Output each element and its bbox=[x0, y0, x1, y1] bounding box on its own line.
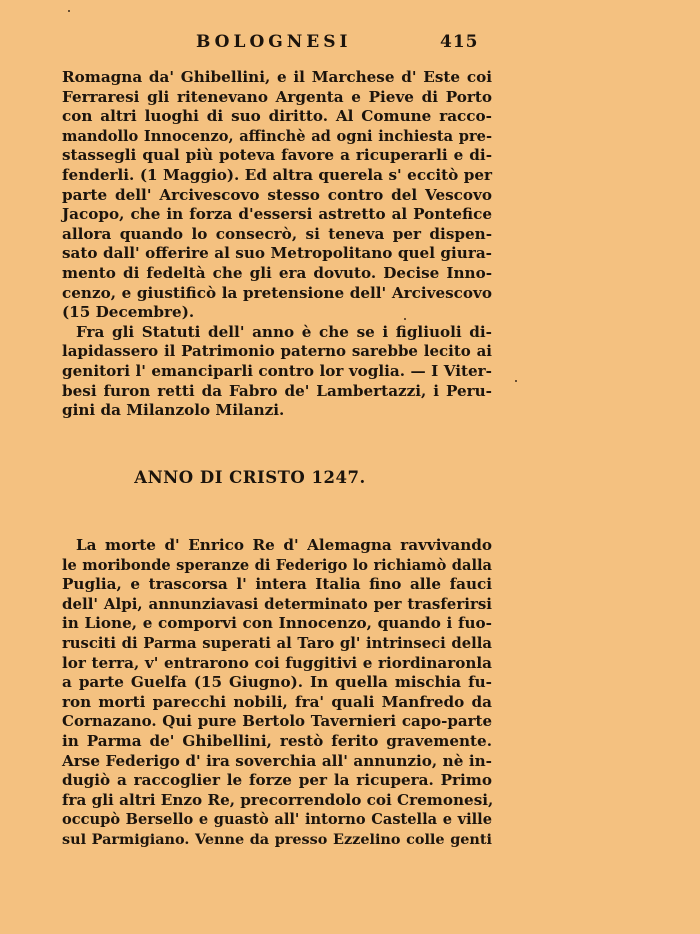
text-line: allora quando lo consecrò, si teneva per dispen- bbox=[62, 224, 492, 243]
paragraph-statutes bbox=[62, 323, 492, 421]
text-line: fenderli. (1 Maggio). Ed altra querela s' eccitò per bbox=[62, 165, 492, 184]
text-line: mento di fedeltà che gli era dovuto. Decise Inno- bbox=[62, 263, 492, 282]
text-line: dell' Alpi, annunziavasi determinato per trasferirsi bbox=[62, 594, 492, 613]
text-line: besi furon retti da Fabro de' Lambertazzi, i Peru- bbox=[62, 381, 492, 400]
text-line: in Parma de' Ghibellini, restò ferito gravemente. bbox=[62, 731, 492, 750]
text-line: con altri luoghi di suo diritto. Al Comune racco- bbox=[62, 107, 492, 126]
paragraph-continued bbox=[62, 68, 492, 323]
text-line: Romagna da' Ghibellini, e il Marchese d' Este coi bbox=[62, 68, 492, 86]
text-line: Arse Federigo d' ira soverchia all' annunzio, nè in- bbox=[62, 751, 492, 770]
body-text-bottom bbox=[62, 536, 492, 850]
text-line: parte dell' Arcivescovo stesso contro del Vescovo bbox=[62, 185, 492, 204]
text-line: La morte d' Enrico Re d' Alemagna ravvivando bbox=[76, 536, 492, 554]
text-line: in Lione, e comporvi con Innocenzo, quando i fuo- bbox=[62, 614, 492, 633]
text-line: gini da Milanzolo Milanzi. bbox=[62, 401, 285, 420]
ink-speck bbox=[68, 10, 70, 12]
text-line: Jacopo, che in forza d'essersi astretto al Pontefice bbox=[62, 205, 492, 224]
text-line: lapidassero il Patrimonio paterno sarebbe lecito ai bbox=[62, 342, 492, 361]
ink-speck bbox=[515, 380, 517, 382]
text-line: dugiò a raccoglier le forze per la ricupera. Primo bbox=[62, 771, 492, 790]
page-number: 415 bbox=[440, 32, 479, 52]
text-line: Cornazano. Qui pure Bertolo Tavernieri capo-parte bbox=[62, 712, 492, 731]
text-line: (15 Decembre). bbox=[62, 303, 195, 322]
text-line: ron morti parecchi nobili, fra' quali Manfredo da bbox=[62, 692, 492, 711]
text-line: Puglia, e trascorsa l' intera Italia fino alle fauci bbox=[62, 575, 492, 594]
text-line: le moribonde speranze di Federigo lo richiamò dalla bbox=[62, 556, 492, 574]
running-head: BOLOGNESI bbox=[196, 32, 352, 52]
text-line: cenzo, e giustificò la pretensione dell' Arcivescovo bbox=[62, 283, 492, 302]
text-line: Fra gli Statuti dell' anno è che se i figliuoli di- bbox=[76, 322, 492, 341]
section-heading: ANNO DI CRISTO 1247. bbox=[134, 468, 366, 487]
page-header bbox=[60, 32, 480, 56]
text-line: stassegli qual più poteva favore a ricuperarli e di- bbox=[62, 146, 492, 165]
text-line: sul Parmigiano. Venne da presso Ezzelino colle genti bbox=[62, 830, 492, 848]
text-line: mandollo Innocenzo, affinchè ad ogni inchiesta pre- bbox=[62, 127, 492, 145]
text-line: rusciti di Parma superati al Taro gl' intrinseci della bbox=[62, 634, 492, 652]
text-line: sato dall' offerire al suo Metropolitano quel giura- bbox=[62, 244, 492, 263]
text-line: occupò Bersello e guastò all' intorno Castella e ville bbox=[62, 811, 492, 829]
text-line: genitori l' emanciparli contro lor voglia. — I Viter- bbox=[62, 361, 492, 380]
text-line: Ferraresi gli ritenevano Argenta e Pieve di Porto bbox=[62, 87, 492, 106]
text-line: fra gli altri Enzo Re, precorrendolo coi Cremonesi, bbox=[62, 790, 494, 809]
text-line: lor terra, v' entrarono coi fuggitivi e riordinaronla bbox=[62, 653, 492, 672]
paragraph-1247 bbox=[62, 536, 492, 850]
body-text-top bbox=[62, 68, 492, 421]
ink-speck bbox=[404, 318, 406, 320]
text-line: a parte Guelfa (15 Giugno). In quella mischia fu- bbox=[62, 673, 492, 692]
